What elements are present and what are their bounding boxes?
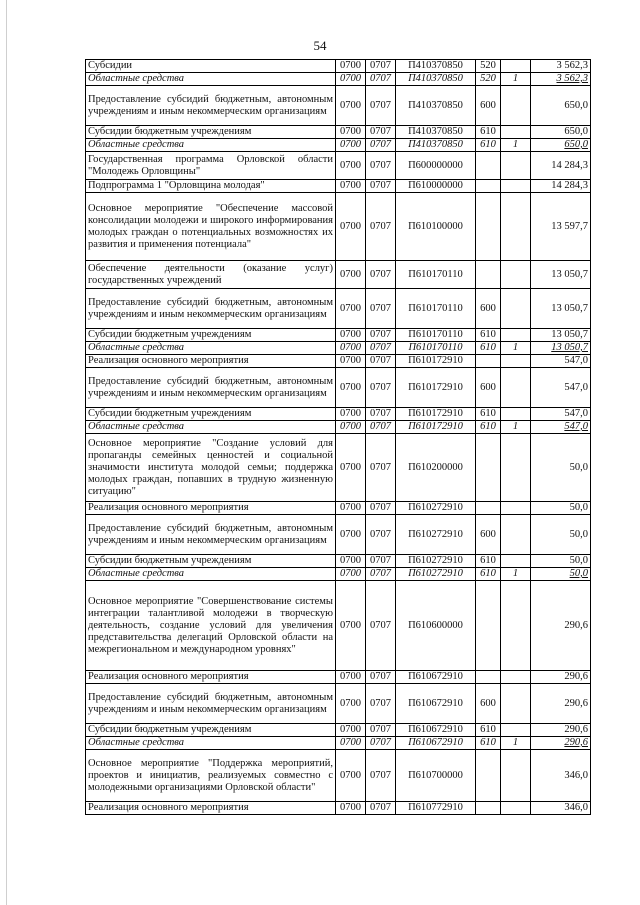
section-code-cell: 0700	[336, 434, 366, 502]
subsection-code-cell: 0707	[366, 86, 396, 126]
expense-type-cell: 610	[476, 724, 501, 737]
section-code-cell: 0700	[336, 86, 366, 126]
subsection-code-cell: 0707	[366, 684, 396, 724]
row-name-cell: Реализация основного мероприятия	[86, 355, 336, 368]
expense-type-cell	[476, 671, 501, 684]
expense-type-cell: 610	[476, 329, 501, 342]
table-row	[86, 355, 591, 368]
expense-type-cell: 610	[476, 408, 501, 421]
row-name-cell: Государственная программа Орловской области "Молодежь Орловщины"	[86, 152, 336, 180]
target-article-cell: П410370850	[396, 139, 476, 152]
row-name-cell: Субсидии бюджетным учреждениям	[86, 724, 336, 737]
section-code-cell: 0700	[336, 568, 366, 581]
funding-source-cell: 1	[501, 139, 531, 152]
row-name-cell: Областные средства	[86, 421, 336, 434]
row-name-cell: Основное мероприятие "Обеспечение массовой консолидации молодежи и широкого информирования молодых граждан о потенциальных возможностях их развития и применения потенциала"	[86, 193, 336, 261]
subsection-code-cell: 0707	[366, 802, 396, 815]
expense-type-cell	[476, 750, 501, 802]
target-article-cell: П410370850	[396, 60, 476, 73]
amount-cell: 346,0	[531, 750, 591, 802]
expense-type-cell	[476, 581, 501, 671]
section-code-cell: 0700	[336, 60, 366, 73]
page-number: 54	[313, 38, 327, 53]
expense-type-cell	[476, 193, 501, 261]
row-name-cell: Основное мероприятие "Создание условий для пропаганды семейных ценностей и социальной значимости института молодой семьи; поддержка молодых граждан, попавших в трудную жизненную ситуацию"	[86, 434, 336, 502]
target-article-cell: П610672910	[396, 671, 476, 684]
table-row	[86, 502, 591, 515]
subsection-code-cell: 0707	[366, 568, 396, 581]
amount-cell: 290,6	[531, 724, 591, 737]
target-article-cell: П610170110	[396, 289, 476, 329]
target-article-cell: П610600000	[396, 581, 476, 671]
budget-table-body	[86, 60, 591, 815]
target-article-cell: П610772910	[396, 802, 476, 815]
subsection-code-cell: 0707	[366, 434, 396, 502]
subsection-code-cell: 0707	[366, 73, 396, 86]
table-row	[86, 180, 591, 193]
subsection-code-cell: 0707	[366, 750, 396, 802]
amount-cell: 13 597,7	[531, 193, 591, 261]
amount-cell: 547,0	[531, 355, 591, 368]
section-code-cell: 0700	[336, 152, 366, 180]
subsection-code-cell: 0707	[366, 368, 396, 408]
row-name-cell: Областные средства	[86, 737, 336, 750]
funding-source-cell	[501, 434, 531, 502]
amount-cell: 13 050,7	[531, 329, 591, 342]
amount-cell: 290,6	[531, 737, 591, 750]
funding-source-cell	[501, 750, 531, 802]
expense-type-cell	[476, 261, 501, 289]
section-code-cell: 0700	[336, 126, 366, 139]
expense-type-cell	[476, 355, 501, 368]
target-article-cell: П610172910	[396, 421, 476, 434]
funding-source-cell	[501, 408, 531, 421]
target-article-cell: П610272910	[396, 515, 476, 555]
expense-type-cell	[476, 180, 501, 193]
scan-edge-line	[6, 0, 7, 905]
funding-source-cell	[501, 193, 531, 261]
section-code-cell: 0700	[336, 368, 366, 408]
subsection-code-cell: 0707	[366, 724, 396, 737]
amount-cell: 346,0	[531, 802, 591, 815]
target-article-cell: П600000000	[396, 152, 476, 180]
row-name-cell: Субсидии бюджетным учреждениям	[86, 126, 336, 139]
target-article-cell: П610170110	[396, 329, 476, 342]
funding-source-cell	[501, 555, 531, 568]
section-code-cell: 0700	[336, 737, 366, 750]
section-code-cell: 0700	[336, 355, 366, 368]
row-name-cell: Субсидии бюджетным учреждениям	[86, 329, 336, 342]
row-name-cell: Предоставление субсидий бюджетным, автономным учреждениям и иным некоммерческим организациям	[86, 684, 336, 724]
amount-cell: 290,6	[531, 671, 591, 684]
subsection-code-cell: 0707	[366, 737, 396, 750]
amount-cell: 14 284,3	[531, 180, 591, 193]
funding-source-cell	[501, 502, 531, 515]
section-code-cell: 0700	[336, 342, 366, 355]
amount-cell: 290,6	[531, 581, 591, 671]
expense-type-cell: 610	[476, 342, 501, 355]
row-name-cell: Основное мероприятие "Поддержка мероприятий, проектов и инициатив, реализуемых совместно с молодежными организациями Орловской области"	[86, 750, 336, 802]
funding-source-cell	[501, 152, 531, 180]
target-article-cell: П410370850	[396, 73, 476, 86]
funding-source-cell	[501, 581, 531, 671]
table-row	[86, 684, 591, 724]
row-name-cell: Областные средства	[86, 342, 336, 355]
row-name-cell: Реализация основного мероприятия	[86, 502, 336, 515]
table-row	[86, 555, 591, 568]
expense-type-cell	[476, 152, 501, 180]
expense-type-cell: 520	[476, 73, 501, 86]
subsection-code-cell: 0707	[366, 342, 396, 355]
funding-source-cell: 1	[501, 568, 531, 581]
row-name-cell: Реализация основного мероприятия	[86, 802, 336, 815]
section-code-cell: 0700	[336, 671, 366, 684]
amount-cell: 3 562,3	[531, 73, 591, 86]
section-code-cell: 0700	[336, 581, 366, 671]
amount-cell: 3 562,3	[531, 60, 591, 73]
target-article-cell: П610000000	[396, 180, 476, 193]
section-code-cell: 0700	[336, 408, 366, 421]
table-row	[86, 152, 591, 180]
section-code-cell: 0700	[336, 193, 366, 261]
table-row	[86, 581, 591, 671]
subsection-code-cell: 0707	[366, 60, 396, 73]
table-row	[86, 289, 591, 329]
target-article-cell: П610272910	[396, 502, 476, 515]
target-article-cell: П610672910	[396, 724, 476, 737]
table-row	[86, 421, 591, 434]
row-name-cell: Субсидии бюджетным учреждениям	[86, 555, 336, 568]
expense-type-cell: 610	[476, 126, 501, 139]
table-row	[86, 750, 591, 802]
section-code-cell: 0700	[336, 139, 366, 152]
subsection-code-cell: 0707	[366, 555, 396, 568]
table-row	[86, 60, 591, 73]
expense-type-cell	[476, 802, 501, 815]
amount-cell: 13 050,7	[531, 342, 591, 355]
target-article-cell: П610172910	[396, 355, 476, 368]
target-article-cell: П610172910	[396, 408, 476, 421]
expense-type-cell: 520	[476, 60, 501, 73]
target-article-cell: П610272910	[396, 568, 476, 581]
target-article-cell: П610170110	[396, 342, 476, 355]
row-name-cell: Субсидии бюджетным учреждениям	[86, 408, 336, 421]
subsection-code-cell: 0707	[366, 581, 396, 671]
row-name-cell: Областные средства	[86, 139, 336, 152]
funding-source-cell: 1	[501, 737, 531, 750]
amount-cell: 650,0	[531, 126, 591, 139]
section-code-cell: 0700	[336, 802, 366, 815]
funding-source-cell	[501, 289, 531, 329]
expense-type-cell	[476, 434, 501, 502]
table-row	[86, 802, 591, 815]
target-article-cell: П610100000	[396, 193, 476, 261]
section-code-cell: 0700	[336, 515, 366, 555]
funding-source-cell: 1	[501, 421, 531, 434]
section-code-cell: 0700	[336, 73, 366, 86]
expense-type-cell: 600	[476, 289, 501, 329]
budget-table	[85, 59, 591, 815]
table-row	[86, 261, 591, 289]
expense-type-cell: 610	[476, 737, 501, 750]
funding-source-cell	[501, 802, 531, 815]
amount-cell: 50,0	[531, 434, 591, 502]
target-article-cell: П610170110	[396, 261, 476, 289]
table-row	[86, 126, 591, 139]
row-name-cell: Предоставление субсидий бюджетным, автономным учреждениям и иным некоммерческим организациям	[86, 368, 336, 408]
table-row	[86, 329, 591, 342]
subsection-code-cell: 0707	[366, 289, 396, 329]
section-code-cell: 0700	[336, 555, 366, 568]
row-name-cell: Областные средства	[86, 73, 336, 86]
row-name-cell: Субсидии	[86, 60, 336, 73]
section-code-cell: 0700	[336, 750, 366, 802]
section-code-cell: 0700	[336, 289, 366, 329]
expense-type-cell: 600	[476, 86, 501, 126]
section-code-cell: 0700	[336, 261, 366, 289]
funding-source-cell	[501, 671, 531, 684]
amount-cell: 13 050,7	[531, 261, 591, 289]
subsection-code-cell: 0707	[366, 408, 396, 421]
amount-cell: 290,6	[531, 684, 591, 724]
table-row	[86, 139, 591, 152]
funding-source-cell	[501, 355, 531, 368]
funding-source-cell	[501, 684, 531, 724]
funding-source-cell	[501, 515, 531, 555]
row-name-cell: Предоставление субсидий бюджетным, автономным учреждениям и иным некоммерческим организациям	[86, 86, 336, 126]
table-row	[86, 737, 591, 750]
row-name-cell: Областные средства	[86, 568, 336, 581]
subsection-code-cell: 0707	[366, 193, 396, 261]
amount-cell: 650,0	[531, 139, 591, 152]
funding-source-cell	[501, 724, 531, 737]
funding-source-cell	[501, 60, 531, 73]
section-code-cell: 0700	[336, 180, 366, 193]
subsection-code-cell: 0707	[366, 329, 396, 342]
table-row	[86, 671, 591, 684]
table-row	[86, 724, 591, 737]
amount-cell: 547,0	[531, 421, 591, 434]
funding-source-cell: 1	[501, 73, 531, 86]
amount-cell: 547,0	[531, 368, 591, 408]
subsection-code-cell: 0707	[366, 671, 396, 684]
table-row	[86, 408, 591, 421]
expense-type-cell: 610	[476, 568, 501, 581]
subsection-code-cell: 0707	[366, 261, 396, 289]
row-name-cell: Обеспечение деятельности (оказание услуг) государственных учреждений	[86, 261, 336, 289]
target-article-cell: П610672910	[396, 737, 476, 750]
section-code-cell: 0700	[336, 421, 366, 434]
expense-type-cell: 600	[476, 368, 501, 408]
row-name-cell: Реализация основного мероприятия	[86, 671, 336, 684]
amount-cell: 14 284,3	[531, 152, 591, 180]
subsection-code-cell: 0707	[366, 139, 396, 152]
funding-source-cell	[501, 180, 531, 193]
table-row	[86, 515, 591, 555]
amount-cell: 13 050,7	[531, 289, 591, 329]
amount-cell: 547,0	[531, 408, 591, 421]
target-article-cell: П610672910	[396, 684, 476, 724]
subsection-code-cell: 0707	[366, 180, 396, 193]
expense-type-cell: 600	[476, 684, 501, 724]
subsection-code-cell: 0707	[366, 355, 396, 368]
subsection-code-cell: 0707	[366, 126, 396, 139]
subsection-code-cell: 0707	[366, 502, 396, 515]
subsection-code-cell: 0707	[366, 152, 396, 180]
table-row	[86, 568, 591, 581]
amount-cell: 50,0	[531, 568, 591, 581]
table-row	[86, 368, 591, 408]
expense-type-cell: 600	[476, 515, 501, 555]
amount-cell: 650,0	[531, 86, 591, 126]
section-code-cell: 0700	[336, 329, 366, 342]
funding-source-cell	[501, 261, 531, 289]
row-name-cell: Предоставление субсидий бюджетным, автономным учреждениям и иным некоммерческим организациям	[86, 289, 336, 329]
target-article-cell: П610272910	[396, 555, 476, 568]
amount-cell: 50,0	[531, 502, 591, 515]
funding-source-cell: 1	[501, 342, 531, 355]
table-row	[86, 434, 591, 502]
table-row	[86, 86, 591, 126]
target-article-cell: П610200000	[396, 434, 476, 502]
funding-source-cell	[501, 368, 531, 408]
expense-type-cell: 610	[476, 421, 501, 434]
section-code-cell: 0700	[336, 724, 366, 737]
subsection-code-cell: 0707	[366, 515, 396, 555]
funding-source-cell	[501, 86, 531, 126]
target-article-cell: П410370850	[396, 126, 476, 139]
amount-cell: 50,0	[531, 515, 591, 555]
section-code-cell: 0700	[336, 502, 366, 515]
funding-source-cell	[501, 126, 531, 139]
amount-cell: 50,0	[531, 555, 591, 568]
expense-type-cell: 610	[476, 139, 501, 152]
table-row	[86, 342, 591, 355]
section-code-cell: 0700	[336, 684, 366, 724]
table-row	[86, 193, 591, 261]
row-name-cell: Предоставление субсидий бюджетным, автономным учреждениям и иным некоммерческим организациям	[86, 515, 336, 555]
row-name-cell: Основное мероприятие "Совершенствование системы интеграции талантливой молодежи в творческую деятельность, создание условий для увеличения представительства делегаций Орловской области на межрегиональном и международном уровнях"	[86, 581, 336, 671]
table-row	[86, 73, 591, 86]
target-article-cell: П610172910	[396, 368, 476, 408]
expense-type-cell: 610	[476, 555, 501, 568]
funding-source-cell	[501, 329, 531, 342]
target-article-cell: П610700000	[396, 750, 476, 802]
subsection-code-cell: 0707	[366, 421, 396, 434]
expense-type-cell	[476, 502, 501, 515]
target-article-cell: П410370850	[396, 86, 476, 126]
row-name-cell: Подпрограмма 1 "Орловщина молодая"	[86, 180, 336, 193]
